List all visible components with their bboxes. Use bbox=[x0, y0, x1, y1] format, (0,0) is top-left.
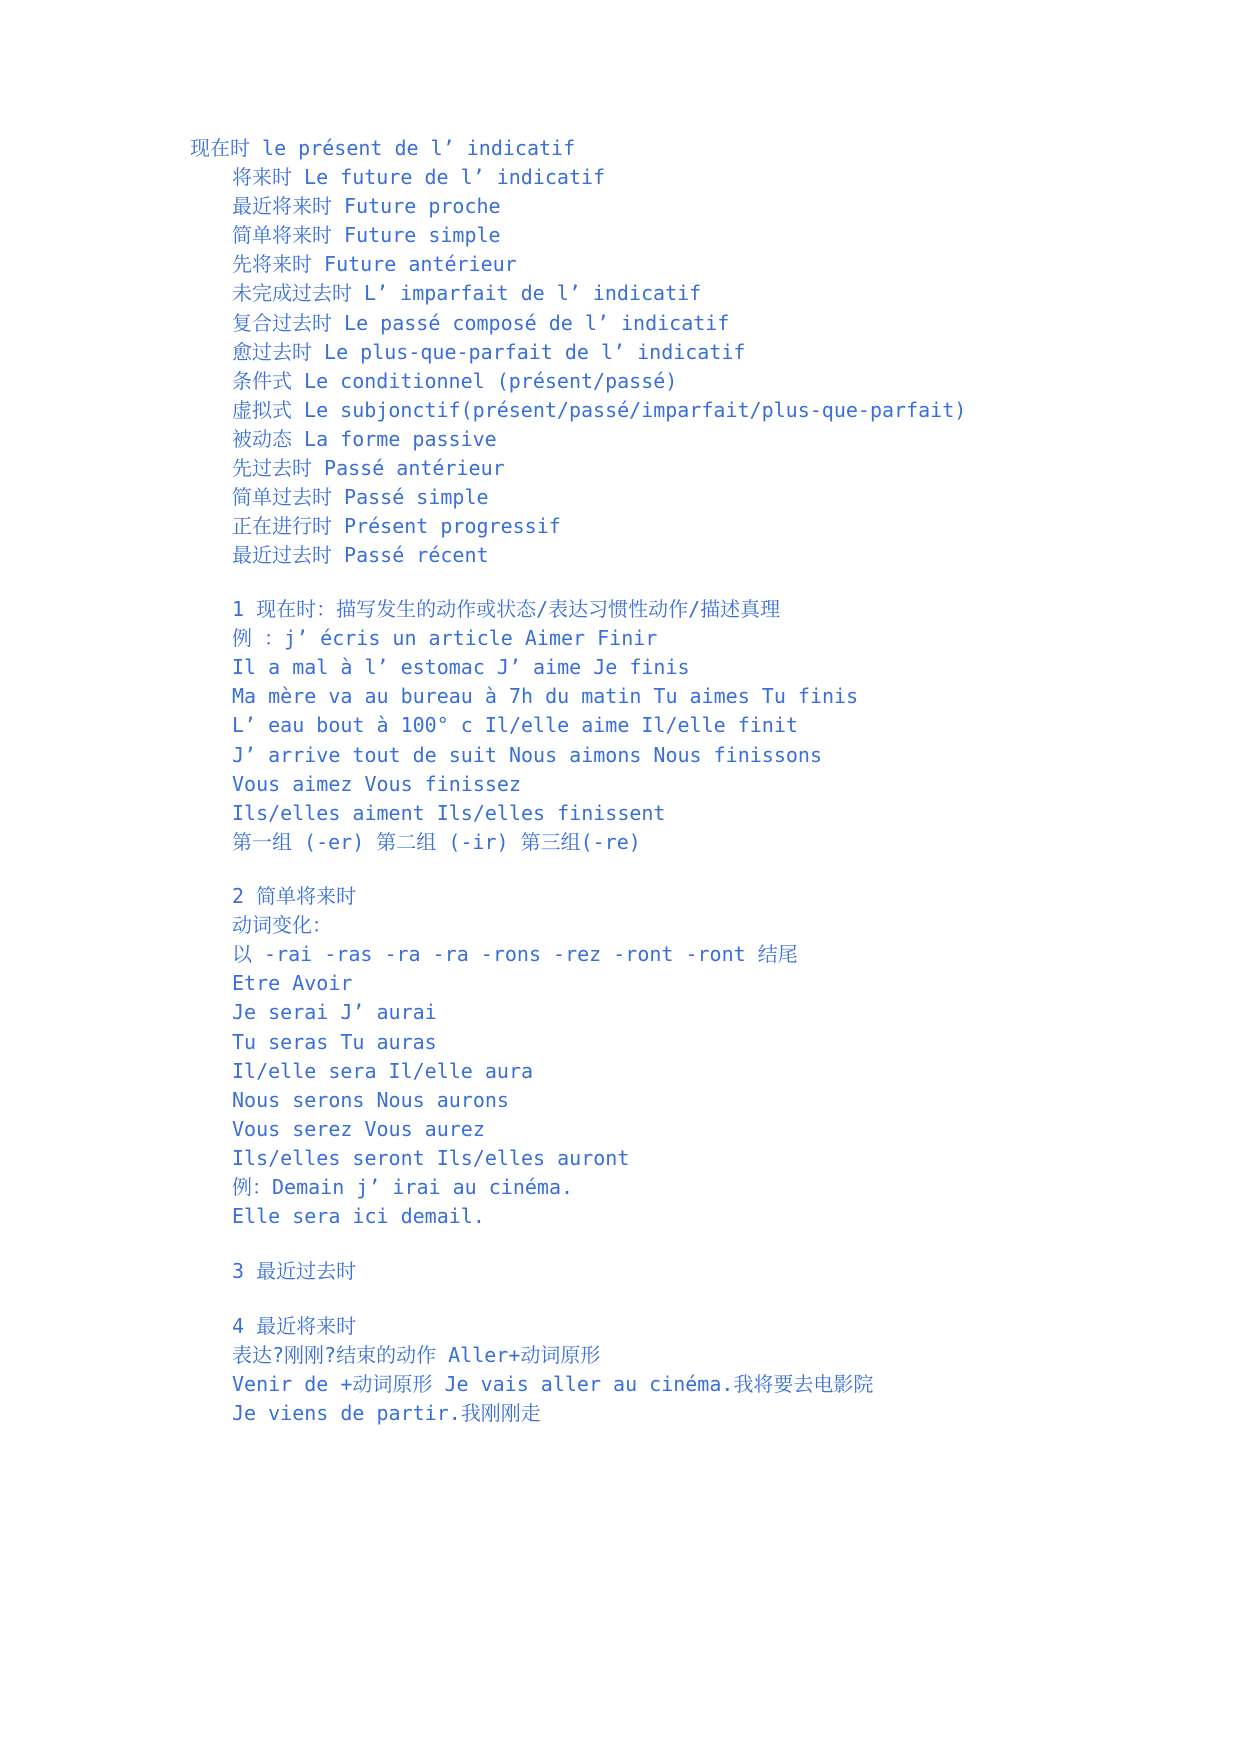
tense-list-item: 先将来时 Future antérieur bbox=[232, 252, 517, 276]
tense-list-item: 简单过去时 Passé simple bbox=[232, 485, 489, 509]
tense-list-item: 最近过去时 Passé récent bbox=[232, 543, 489, 567]
section2-heading: 2 简单将来时 bbox=[232, 884, 357, 908]
section1-line: J’ arrive tout de suit Nous aimons Nous finissons bbox=[232, 743, 823, 767]
section4-line: 表达?刚刚?结束的动作 Aller+动词原形 bbox=[232, 1343, 601, 1367]
section3-heading: 3 最近过去时 bbox=[232, 1259, 357, 1283]
tense-list-item: 简单将来时 Future simple bbox=[232, 223, 501, 247]
section2-line: 以 -rai -ras -ra -ra -rons -rez -ront -ront 结尾 bbox=[232, 942, 798, 966]
section1-line: Ils/elles aiment Ils/elles finissent bbox=[232, 801, 666, 825]
section4-line: Je viens de partir.我刚刚走 bbox=[232, 1401, 541, 1425]
tense-list-item: 最近将来时 Future proche bbox=[232, 194, 501, 218]
section2-line: Nous serons Nous aurons bbox=[232, 1088, 509, 1112]
section4-line: Venir de +动词原形 Je vais aller au cinéma.我将要去电影院 bbox=[232, 1372, 874, 1396]
section2-line: Tu seras Tu auras bbox=[232, 1030, 437, 1054]
section1-line: Ma mère va au bureau à 7h du matin Tu aimes Tu finis bbox=[232, 684, 859, 708]
section2-line: Il/elle sera Il/elle aura bbox=[232, 1059, 534, 1083]
tense-list-item: 正在进行时 Présent progressif bbox=[232, 514, 561, 538]
section2-line: 例：Demain j’ irai au cinéma. bbox=[232, 1175, 574, 1199]
section2-line: Ils/elles seront Ils/elles auront bbox=[232, 1146, 630, 1170]
tense-list-item: 虚拟式 Le subjonctif(présent/passé/imparfait/plus-que-parfait) bbox=[232, 398, 967, 422]
section1-line: Vous aimez Vous finissez bbox=[232, 772, 521, 796]
tense-list-item: 先过去时 Passé antérieur bbox=[232, 456, 505, 480]
tense-list-item: 被动态 La forme passive bbox=[232, 427, 497, 451]
section2-line: Elle sera ici demail. bbox=[232, 1204, 485, 1228]
title-line: 现在时 le présent de l’ indicatif bbox=[190, 136, 576, 160]
section2-line: Etre Avoir bbox=[232, 971, 353, 995]
section2-line: 动词变化： bbox=[232, 913, 332, 937]
tense-list-item: 未完成过去时 L’ imparfait de l’ indicatif bbox=[232, 281, 702, 305]
section2-line: Vous serez Vous aurez bbox=[232, 1117, 485, 1141]
section2-line: Je serai J’ aurai bbox=[232, 1000, 437, 1024]
section1-line: L’ eau bout à 100° c Il/elle aime Il/elle finit bbox=[232, 713, 798, 737]
tense-list-item: 将来时 Le future de l’ indicatif bbox=[232, 165, 606, 189]
tense-list-item: 复合过去时 Le passé composé de l’ indicatif bbox=[232, 311, 730, 335]
section1-heading: 1 现在时：描写发生的动作或状态/表达习惯性动作/描述真理 bbox=[232, 597, 781, 621]
section1-line: 第一组 (-er) 第二组 (-ir) 第三组(-re) bbox=[232, 830, 641, 854]
section4-heading: 4 最近将来时 bbox=[232, 1314, 357, 1338]
section1-line: Il a mal à l’ estomac J’ aime Je finis bbox=[232, 655, 690, 679]
tense-list-item: 愈过去时 Le plus-que-parfait de l’ indicatif bbox=[232, 340, 746, 364]
section1-line: 例 ：j’ écris un article Aimer Finir bbox=[232, 626, 658, 650]
tense-list-item: 条件式 Le conditionnel (présent/passé) bbox=[232, 369, 678, 393]
